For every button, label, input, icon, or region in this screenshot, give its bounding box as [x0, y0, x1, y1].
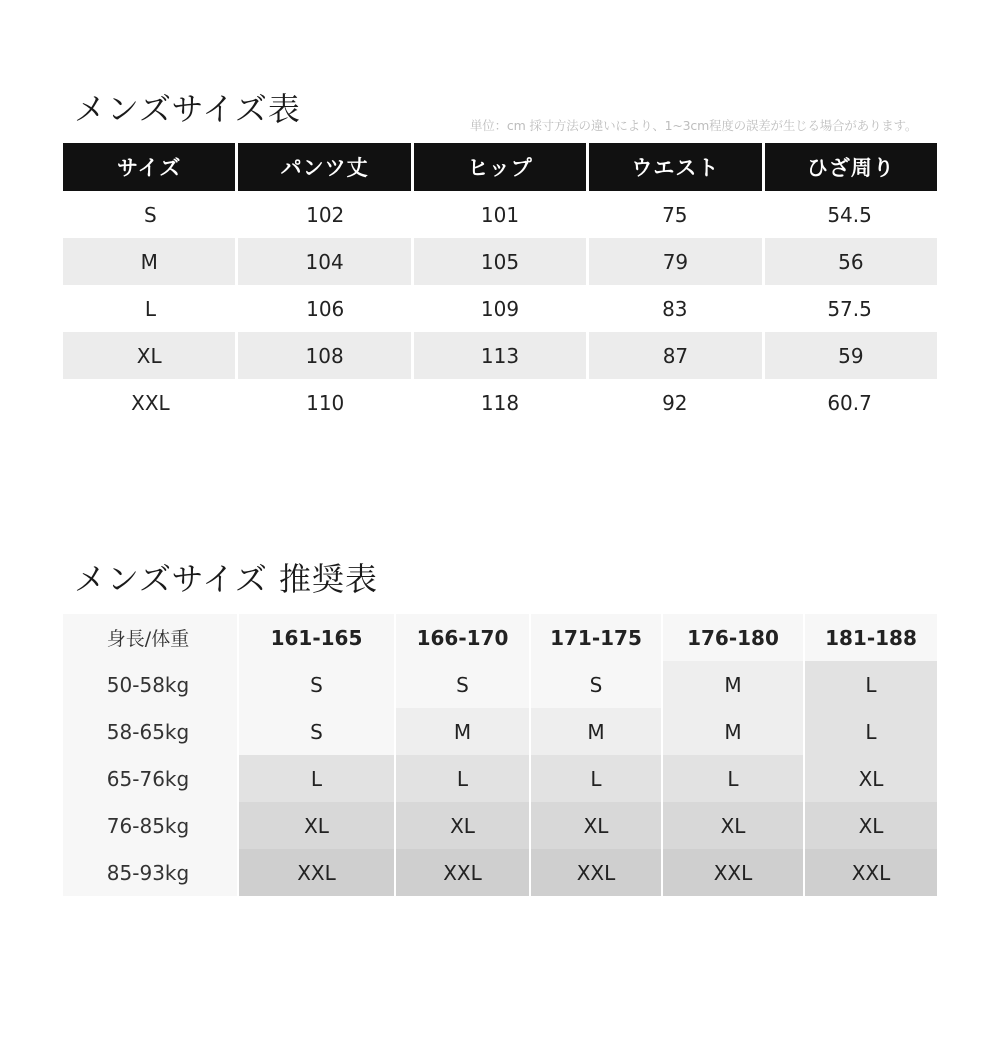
recommended-size-cell: S [396, 661, 531, 708]
recommended-size-cell: XXL [805, 849, 937, 896]
recommend-table [63, 614, 937, 896]
recommended-size-cell: M [663, 708, 805, 755]
recommend-row [63, 708, 937, 755]
height-range-header: 181-188 [805, 614, 937, 661]
size-chart-row [63, 332, 937, 379]
recommended-size-cell: M [531, 708, 663, 755]
size-chart-cell: 75 [587, 191, 762, 238]
size-chart-cell: 105 [411, 238, 586, 285]
weight-range-label: 65-76kg [63, 755, 239, 802]
size-chart-cell: 113 [411, 332, 586, 379]
weight-range-label: 85-93kg [63, 849, 239, 896]
weight-range-label: 58-65kg [63, 708, 239, 755]
recommend-row [63, 849, 937, 896]
size-chart-cell: 118 [413, 379, 588, 426]
recommended-size-cell: L [531, 755, 663, 802]
size-chart-table [63, 143, 937, 426]
measurement-note: 単位：cm 採寸方法の違いにより、1~3cm程度の誤差が生じる場合があります。 [470, 118, 918, 133]
size-chart-cell: S [63, 191, 238, 238]
recommended-size-cell: S [531, 661, 663, 708]
recommended-size-cell: XL [805, 755, 937, 802]
size-chart-cell: 83 [587, 285, 762, 332]
size-chart-row [63, 238, 937, 285]
size-chart-cell: 79 [586, 238, 761, 285]
height-range-header: 176-180 [663, 614, 805, 661]
recommended-size-cell: M [396, 708, 531, 755]
size-chart-header-cell: パンツ丈 [235, 143, 410, 191]
size-chart-cell: 106 [238, 285, 413, 332]
size-chart-cell: 108 [235, 332, 410, 379]
recommend-header-row [63, 614, 937, 661]
recommended-size-cell: S [239, 661, 396, 708]
height-range-header: 161-165 [239, 614, 396, 661]
size-chart-cell: L [63, 285, 238, 332]
size-chart-cell: XXL [63, 379, 238, 426]
height-range-header: 171-175 [531, 614, 663, 661]
size-chart-cell: 110 [238, 379, 413, 426]
recommended-size-cell: L [805, 661, 937, 708]
recommend-row [63, 661, 937, 708]
recommend-row [63, 755, 937, 802]
size-chart-cell: 101 [413, 191, 588, 238]
recommended-size-cell: XXL [663, 849, 805, 896]
size-chart-row [63, 379, 937, 426]
size-chart-cell: 102 [238, 191, 413, 238]
size-chart-row [63, 285, 937, 332]
recommend-corner-label: 身長/体重 [63, 614, 239, 661]
size-chart-cell: XL [63, 332, 235, 379]
recommend-chart-title: メンズサイズ 推奨表 [74, 560, 379, 598]
recommend-row [63, 802, 937, 849]
size-chart-header-cell: ヒップ [411, 143, 586, 191]
size-chart-title: メンズサイズ表 [74, 90, 301, 128]
size-chart-cell: 60.7 [762, 379, 937, 426]
recommended-size-cell: XL [239, 802, 396, 849]
recommended-size-cell: XL [663, 802, 805, 849]
size-chart-cell: 104 [235, 238, 410, 285]
size-chart-cell: M [63, 238, 235, 285]
recommended-size-cell: L [396, 755, 531, 802]
size-chart-cell: 92 [587, 379, 762, 426]
recommended-size-cell: M [663, 661, 805, 708]
recommended-size-cell: S [239, 708, 396, 755]
size-chart-header-cell: ひざ周り [762, 143, 937, 191]
recommended-size-cell: L [239, 755, 396, 802]
size-chart-header-cell: ウエスト [586, 143, 761, 191]
recommended-size-cell: XXL [396, 849, 531, 896]
recommended-size-cell: XXL [239, 849, 396, 896]
recommended-size-cell: L [663, 755, 805, 802]
recommended-size-cell: XL [396, 802, 531, 849]
size-chart-cell: 109 [413, 285, 588, 332]
recommended-size-cell: XL [805, 802, 937, 849]
size-chart-header-cell: サイズ [63, 143, 235, 191]
size-chart-cell: 57.5 [762, 285, 937, 332]
weight-range-label: 76-85kg [63, 802, 239, 849]
height-range-header: 166-170 [396, 614, 531, 661]
size-chart-cell: 59 [762, 332, 937, 379]
size-chart-cell: 87 [586, 332, 761, 379]
recommended-size-cell: L [805, 708, 937, 755]
size-chart-cell: 56 [762, 238, 937, 285]
weight-range-label: 50-58kg [63, 661, 239, 708]
size-chart-row [63, 191, 937, 238]
size-chart-cell: 54.5 [762, 191, 937, 238]
recommended-size-cell: XL [531, 802, 663, 849]
recommended-size-cell: XXL [531, 849, 663, 896]
size-chart-header-row [63, 143, 937, 191]
